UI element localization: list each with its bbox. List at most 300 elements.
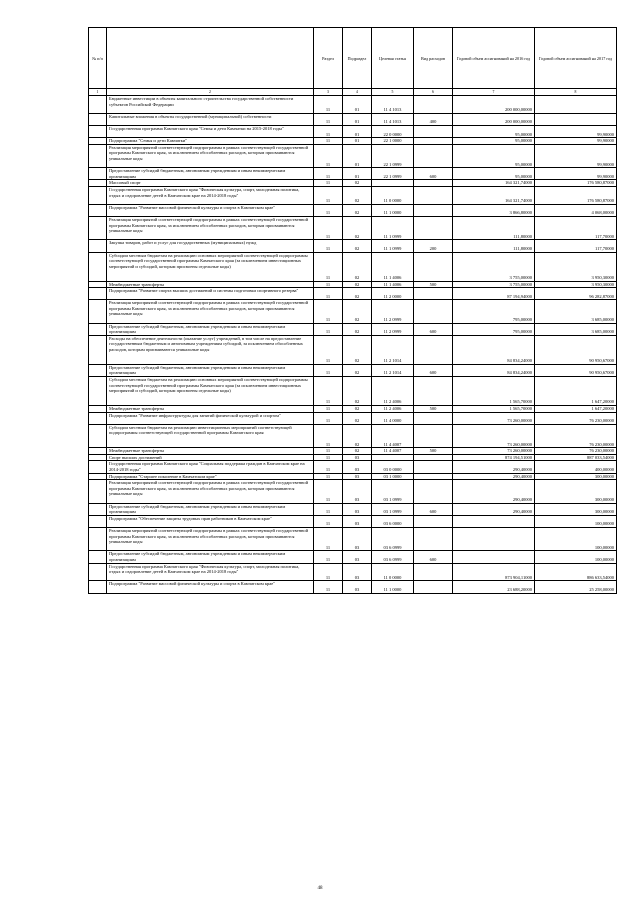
table-row: [89, 377, 617, 406]
cell-section: 11: [314, 515, 343, 527]
cell-num: [89, 204, 107, 216]
cell-subsection: 02: [343, 364, 372, 376]
cell-target-article: 22 1 0999: [372, 168, 414, 180]
header-amount-2016: Годовой объем ассигнований на 2016 год: [453, 28, 535, 89]
cell-target-article: [372, 180, 414, 187]
cell-amount-2016: 23 688,20000: [453, 581, 535, 593]
cell-num: [89, 406, 107, 413]
cell-amount-2017: 300,00000: [535, 480, 617, 503]
table-row: [89, 300, 617, 323]
cell-subsection: 02: [343, 240, 372, 252]
cell-target-article: 11 4 1013: [372, 113, 414, 125]
cell-section: 11: [314, 168, 343, 180]
cell-subsection: 03: [343, 563, 372, 581]
cell-name: Подпрограмма "Развитие массовой физической культуры и спорта в Камчатском крае": [107, 204, 314, 216]
cell-num: [89, 144, 107, 167]
cell-name: Подпрограмма "Развитие спорта высших достижений и системы подготовки спортивного резерва": [107, 288, 314, 300]
cell-amount-2016: 874 194,51000: [453, 454, 535, 461]
cell-amount-2016: 200 000,00000: [453, 113, 535, 125]
cell-subsection: 02: [343, 377, 372, 406]
cell-amount-2016: 84 834,24000: [453, 364, 535, 376]
table-row: [89, 138, 617, 145]
cell-target-article: 11 1 0000: [372, 204, 414, 216]
cell-amount-2016: 164 321,74000: [453, 180, 535, 187]
cell-num: [89, 125, 107, 137]
cell-name: Межбюджетные трансферты: [107, 406, 314, 413]
cell-target-article: 11 4 0000: [372, 412, 414, 424]
cell-name: Предоставление субсидий бюджетным, автономным учреждениям и иным некоммерческим организациям: [107, 551, 314, 563]
cell-subsection: 02: [343, 186, 372, 204]
cell-num: [89, 480, 107, 503]
cell-expense-type: [414, 204, 453, 216]
cell-subsection: 03: [343, 473, 372, 480]
cell-target-article: 11 1 0000: [372, 581, 414, 593]
cell-section: 11: [314, 563, 343, 581]
cell-section: 11: [314, 406, 343, 413]
table-row: [89, 454, 617, 461]
table-row: [89, 480, 617, 503]
table-row: [89, 180, 617, 187]
header-subsection: Подраздел: [343, 28, 372, 89]
cell-amount-2016: 1 565,70000: [453, 377, 535, 406]
column-number: 6: [414, 89, 453, 96]
cell-subsection: 02: [343, 204, 372, 216]
table-row: [89, 288, 617, 300]
cell-subsection: 02: [343, 448, 372, 455]
cell-amount-2016: 1 565,70000: [453, 406, 535, 413]
cell-name: Подпрограмма "Семья и дети Камчатки": [107, 138, 314, 145]
cell-expense-type: [414, 377, 453, 406]
cell-expense-type: [414, 412, 453, 424]
header-num: № п/п: [89, 28, 107, 89]
cell-name: Субсидии местным бюджетам на реализацию основных мероприятий соответствующей подпрограммы соответствующей государственной программы Камчатского края (за исключением инвестиционных мероприятий и субсидий, которым присвоены отдельные коды): [107, 377, 314, 406]
cell-subsection: 01: [343, 125, 372, 137]
cell-name: Подпрограмма "Развитие инфраструктуры для занятий физической культурой и спортом": [107, 412, 314, 424]
cell-subsection: 02: [343, 335, 372, 364]
cell-target-article: 03 6 0999: [372, 527, 414, 550]
cell-target-article: 03 1 0000: [372, 473, 414, 480]
cell-amount-2016: 111,80000: [453, 216, 535, 239]
cell-name: Субсидии местным бюджетам на реализацию инвестиционных мероприятий соответствующей подпрограммы соответствующей государственной программы Камчатского края: [107, 424, 314, 447]
cell-section: 11: [314, 527, 343, 550]
cell-target-article: 11 1 4006: [372, 252, 414, 281]
cell-amount-2017: 76 230,00000: [535, 424, 617, 447]
cell-num: [89, 168, 107, 180]
cell-target-article: 03 6 0000: [372, 515, 414, 527]
table-row: [89, 96, 617, 114]
table-row: [89, 216, 617, 239]
cell-expense-type: [414, 288, 453, 300]
cell-num: [89, 412, 107, 424]
cell-target-article: 11 2 4006: [372, 406, 414, 413]
cell-amount-2016: [453, 527, 535, 550]
cell-amount-2017: 90 950,67000: [535, 335, 617, 364]
header-section: Раздел: [314, 28, 343, 89]
cell-section: 11: [314, 551, 343, 563]
table-row: [89, 473, 617, 480]
cell-num: [89, 335, 107, 364]
cell-name: Подпрограмма "Обеспечение защиты трудовых прав работников в Камчатском крае": [107, 515, 314, 527]
cell-section: 11: [314, 377, 343, 406]
cell-name: Предоставление субсидий бюджетным, автономным учреждениям и иным некоммерческим организациям: [107, 364, 314, 376]
cell-amount-2016: 111,80000: [453, 240, 535, 252]
cell-amount-2016: 873 904,11000: [453, 563, 535, 581]
cell-target-article: [372, 454, 414, 461]
cell-amount-2016: 795,00000: [453, 300, 535, 323]
cell-name: Предоставление субсидий бюджетным, автономным учреждениям и иным некоммерческим организациям: [107, 323, 314, 335]
cell-num: [89, 300, 107, 323]
cell-target-article: 03 6 0999: [372, 551, 414, 563]
cell-amount-2017: 117,70000: [535, 240, 617, 252]
cell-amount-2017: 887 033,54000: [535, 454, 617, 461]
cell-num: [89, 473, 107, 480]
cell-name: Закупка товаров, работ и услуг для государственных (муниципальных) нужд: [107, 240, 314, 252]
cell-expense-type: [414, 180, 453, 187]
cell-num: [89, 323, 107, 335]
cell-section: 11: [314, 461, 343, 473]
cell-amount-2017: 886 633,54000: [535, 563, 617, 581]
cell-num: [89, 364, 107, 376]
cell-amount-2016: 3 866,80000: [453, 204, 535, 216]
cell-name: Расходы на обеспечение деятельности (оказание услуг) учреждений, в том числе на предоставление государственным бюджетным и автономным учреждениям субсидий, за исключением обособленных расходов, которым присваиваются уникальные коды: [107, 335, 314, 364]
cell-amount-2017: 99,90000: [535, 138, 617, 145]
table-row: [89, 113, 617, 125]
cell-section: 11: [314, 424, 343, 447]
cell-section: 11: [314, 240, 343, 252]
cell-amount-2016: 3 755,00000: [453, 281, 535, 288]
cell-expense-type: [414, 138, 453, 145]
cell-amount-2016: 290,40000: [453, 461, 535, 473]
cell-target-article: 11 2 0000: [372, 288, 414, 300]
cell-name: Капитальные вложения в объекты государственной (муниципальной) собственности: [107, 113, 314, 125]
cell-expense-type: 500: [414, 406, 453, 413]
cell-name: Подпрограмма "Старшее поколение в Камчатском крае": [107, 473, 314, 480]
cell-name: Реализация мероприятий соответствующей подпрограммы в рамках соответствующей государственной программы Камчатского края, за исключением обособленных расходов, которым присваиваются уникальные коды: [107, 144, 314, 167]
cell-section: 11: [314, 204, 343, 216]
cell-amount-2017: 90 950,67000: [535, 364, 617, 376]
header-name: [107, 28, 314, 89]
cell-amount-2016: 73 260,00000: [453, 424, 535, 447]
cell-target-article: 11 1 0999: [372, 216, 414, 239]
cell-num: [89, 581, 107, 593]
table-row: [89, 461, 617, 473]
cell-section: 11: [314, 125, 343, 137]
column-number: 5: [372, 89, 414, 96]
cell-num: [89, 461, 107, 473]
cell-amount-2017: 96 282,87000: [535, 288, 617, 300]
cell-target-article: 11 2 0999: [372, 323, 414, 335]
cell-target-article: 22 1 0000: [372, 138, 414, 145]
cell-expense-type: [414, 252, 453, 281]
cell-name: Межбюджетные трансферты: [107, 448, 314, 455]
cell-num: [89, 503, 107, 515]
cell-amount-2017: 300,00000: [535, 473, 617, 480]
cell-num: [89, 515, 107, 527]
cell-expense-type: [414, 424, 453, 447]
cell-expense-type: [414, 454, 453, 461]
cell-subsection: 02: [343, 281, 372, 288]
column-number: 3: [314, 89, 343, 96]
cell-subsection: 02: [343, 412, 372, 424]
cell-target-article: 11 0 0000: [372, 563, 414, 581]
cell-target-article: 03 1 0999: [372, 503, 414, 515]
cell-amount-2016: 795,00000: [453, 323, 535, 335]
cell-expense-type: [414, 186, 453, 204]
table-body: [89, 96, 617, 594]
column-number-row: [89, 89, 617, 96]
cell-expense-type: 200: [414, 240, 453, 252]
cell-target-article: 11 1 0999: [372, 240, 414, 252]
cell-name: Реализация мероприятий соответствующей подпрограммы в рамках соответствующей государственной программы Камчатского края, за исключением обособленных расходов, которым присваиваются уникальные коды: [107, 480, 314, 503]
cell-section: 11: [314, 216, 343, 239]
page-number: 48: [317, 886, 323, 891]
cell-name: Подпрограмма "Развитие массовой физической культуры и спорта в Камчатском крае": [107, 581, 314, 593]
cell-name: Предоставление субсидий бюджетным, автономным учреждениям и иным некоммерческим организациям: [107, 503, 314, 515]
table-row: [89, 364, 617, 376]
cell-amount-2017: 117,70000: [535, 216, 617, 239]
cell-target-article: 03 0 0000: [372, 461, 414, 473]
cell-subsection: 02: [343, 216, 372, 239]
cell-amount-2016: [453, 551, 535, 563]
cell-num: [89, 288, 107, 300]
cell-amount-2016: 73 260,00000: [453, 448, 535, 455]
cell-section: 11: [314, 412, 343, 424]
table-row: [89, 448, 617, 455]
cell-subsection: 02: [343, 424, 372, 447]
table-row: [89, 503, 617, 515]
cell-name: Субсидии местным бюджетам на реализацию основных мероприятий соответствующей подпрограммы соответствующей государственной программы Камчатского края (за исключением инвестиционных мероприятий и субсидий, которым присвоены отдельные коды): [107, 252, 314, 281]
cell-expense-type: 600: [414, 364, 453, 376]
cell-amount-2016: 95,00000: [453, 168, 535, 180]
table-row: [89, 252, 617, 281]
cell-subsection: 01: [343, 144, 372, 167]
table-row: [89, 551, 617, 563]
cell-expense-type: [414, 300, 453, 323]
cell-num: [89, 138, 107, 145]
table-row: [89, 144, 617, 167]
cell-amount-2017: 76 230,00000: [535, 412, 617, 424]
table-row: [89, 168, 617, 180]
cell-expense-type: [414, 563, 453, 581]
cell-name: Спорт высших достижений: [107, 454, 314, 461]
cell-section: 11: [314, 144, 343, 167]
cell-subsection: 03: [343, 527, 372, 550]
cell-amount-2016: 164 321,74000: [453, 186, 535, 204]
cell-target-article: 11 4 4007: [372, 448, 414, 455]
cell-target-article: 22 0 0000: [372, 125, 414, 137]
cell-amount-2017: 300,00000: [535, 503, 617, 515]
table-row: [89, 335, 617, 364]
cell-target-article: 11 4 4007: [372, 424, 414, 447]
cell-amount-2016: [453, 515, 535, 527]
cell-name: Реализация мероприятий соответствующей подпрограммы в рамках соответствующей государственной программы Камчатского края, за исключением обособленных расходов, которым присваиваются уникальные коды: [107, 527, 314, 550]
cell-subsection: 01: [343, 96, 372, 114]
cell-section: 11: [314, 473, 343, 480]
cell-subsection: 03: [343, 515, 372, 527]
cell-expense-type: 500: [414, 448, 453, 455]
cell-amount-2017: 400,00000: [535, 461, 617, 473]
cell-name: Государственная программа Камчатского края "Физическая культура, спорт, молодежная политика, отдых и оздоровление детей в Камчатском крае на 2014-2018 годы": [107, 186, 314, 204]
cell-section: 11: [314, 448, 343, 455]
cell-amount-2016: 200 000,00000: [453, 96, 535, 114]
cell-section: 11: [314, 281, 343, 288]
cell-target-article: 11 2 4006: [372, 377, 414, 406]
column-number: 4: [343, 89, 372, 96]
cell-subsection: 02: [343, 180, 372, 187]
cell-amount-2017: 76 230,00000: [535, 448, 617, 455]
cell-amount-2017: 99,90000: [535, 125, 617, 137]
cell-subsection: 01: [343, 138, 372, 145]
cell-subsection: 02: [343, 252, 372, 281]
cell-amount-2017: 1 647,20000: [535, 406, 617, 413]
table-row: [89, 563, 617, 581]
cell-target-article: 03 1 0999: [372, 480, 414, 503]
cell-section: 11: [314, 480, 343, 503]
header-expense-type: Вид расходов: [414, 28, 453, 89]
header-target-article: Целевая статья: [372, 28, 414, 89]
cell-target-article: 11 2 1014: [372, 335, 414, 364]
cell-num: [89, 281, 107, 288]
cell-amount-2017: 4 068,00000: [535, 204, 617, 216]
cell-amount-2016: 290,40000: [453, 503, 535, 515]
cell-amount-2016: 290,40000: [453, 480, 535, 503]
cell-name: Массовый спорт: [107, 180, 314, 187]
cell-subsection: 03: [343, 503, 372, 515]
cell-amount-2017: 100,00000: [535, 551, 617, 563]
cell-num: [89, 424, 107, 447]
cell-num: [89, 96, 107, 114]
cell-section: 11: [314, 454, 343, 461]
cell-amount-2017: 100,00000: [535, 527, 617, 550]
cell-amount-2016: 95,00000: [453, 125, 535, 137]
cell-num: [89, 240, 107, 252]
cell-expense-type: [414, 125, 453, 137]
cell-amount-2017: 99,90000: [535, 144, 617, 167]
cell-num: [89, 551, 107, 563]
column-number: 8: [535, 89, 617, 96]
cell-expense-type: [414, 515, 453, 527]
cell-subsection: 03: [343, 581, 372, 593]
cell-section: 11: [314, 503, 343, 515]
cell-num: [89, 113, 107, 125]
cell-expense-type: 600: [414, 323, 453, 335]
cell-section: 11: [314, 186, 343, 204]
cell-section: 11: [314, 288, 343, 300]
cell-amount-2017: 1 647,20000: [535, 377, 617, 406]
cell-expense-type: [414, 96, 453, 114]
cell-amount-2017: 3 950,30000: [535, 281, 617, 288]
cell-expense-type: [414, 335, 453, 364]
cell-section: 11: [314, 581, 343, 593]
cell-amount-2017: 3 950,30000: [535, 252, 617, 281]
cell-num: [89, 186, 107, 204]
cell-section: 11: [314, 180, 343, 187]
cell-num: [89, 377, 107, 406]
cell-target-article: 22 1 0999: [372, 144, 414, 167]
table-row: [89, 125, 617, 137]
cell-expense-type: [414, 144, 453, 167]
cell-expense-type: 600: [414, 551, 453, 563]
cell-name: Реализация мероприятий соответствующей подпрограммы в рамках соответствующей государственной программы Камчатского края, за исключением обособленных расходов, которым присваиваются уникальные коды: [107, 216, 314, 239]
cell-amount-2016: 95,00000: [453, 138, 535, 145]
cell-section: 11: [314, 323, 343, 335]
cell-section: 11: [314, 96, 343, 114]
cell-subsection: 03: [343, 551, 372, 563]
cell-subsection: 02: [343, 406, 372, 413]
cell-expense-type: [414, 216, 453, 239]
cell-amount-2017: 176 580,87000: [535, 180, 617, 187]
cell-name: Бюджетные инвестиции в объекты капитального строительства государственной собственности субъектов Российской Федерации: [107, 96, 314, 114]
cell-subsection: 02: [343, 323, 372, 335]
table-row: [89, 204, 617, 216]
cell-name: Предоставление субсидий бюджетным, автономным учреждениям и иным некоммерческим организациям: [107, 168, 314, 180]
cell-expense-type: [414, 461, 453, 473]
cell-expense-type: 600: [414, 503, 453, 515]
table-row: [89, 527, 617, 550]
cell-name: Государственная программа Камчатского края "Семья и дети Камчатки на 2015-2018 годы": [107, 125, 314, 137]
cell-amount-2017: [535, 96, 617, 114]
cell-name: Реализация мероприятий соответствующей подпрограммы в рамках соответствующей государственной программы Камчатского края, за исключением обособленных расходов, которым присваиваются уникальные коды: [107, 300, 314, 323]
cell-section: 11: [314, 364, 343, 376]
cell-section: 11: [314, 138, 343, 145]
cell-amount-2016: 87 194,94000: [453, 288, 535, 300]
table-row: [89, 406, 617, 413]
cell-amount-2016: 95,00000: [453, 144, 535, 167]
cell-expense-type: [414, 581, 453, 593]
table-row: [89, 240, 617, 252]
cell-expense-type: [414, 527, 453, 550]
cell-target-article: 11 2 1014: [372, 364, 414, 376]
cell-expense-type: 500: [414, 281, 453, 288]
cell-name: Государственная программа Камчатского края "Социальная поддержка граждан в Камчатском крае на 2014-2018 годы": [107, 461, 314, 473]
cell-target-article: 11 4 1013: [372, 96, 414, 114]
table-row: [89, 281, 617, 288]
cell-expense-type: [414, 480, 453, 503]
cell-name: Государственная программа Камчатского края "Физическая культура, спорт, молодежная политика, отдых и оздоровление детей в Камчатском крае на 2014-2018 годы": [107, 563, 314, 581]
table-row: [89, 424, 617, 447]
cell-amount-2016: 3 755,00000: [453, 252, 535, 281]
column-number: 1: [89, 89, 107, 96]
header-amount-2017: Годовой объем ассигнований на 2017 год: [535, 28, 617, 89]
cell-amount-2017: [535, 113, 617, 125]
cell-amount-2017: 25 258,00000: [535, 581, 617, 593]
table-row: [89, 515, 617, 527]
cell-num: [89, 448, 107, 455]
cell-subsection: 03: [343, 461, 372, 473]
cell-amount-2017: 99,90000: [535, 168, 617, 180]
cell-name: Межбюджетные трансферты: [107, 281, 314, 288]
column-number: 7: [453, 89, 535, 96]
table-row: [89, 581, 617, 593]
cell-amount-2017: 176 580,87000: [535, 186, 617, 204]
cell-amount-2016: 290,40000: [453, 473, 535, 480]
table-row: [89, 186, 617, 204]
cell-expense-type: 400: [414, 113, 453, 125]
table-header-row: [89, 28, 617, 89]
cell-section: 11: [314, 113, 343, 125]
cell-subsection: 03: [343, 480, 372, 503]
cell-num: [89, 527, 107, 550]
cell-subsection: 01: [343, 168, 372, 180]
cell-target-article: 11 2 0999: [372, 300, 414, 323]
cell-target-article: 11 0 0000: [372, 186, 414, 204]
cell-subsection: 03: [343, 454, 372, 461]
cell-expense-type: [414, 473, 453, 480]
cell-section: 11: [314, 252, 343, 281]
cell-amount-2016: 84 834,24000: [453, 335, 535, 364]
cell-num: [89, 216, 107, 239]
table-row: [89, 412, 617, 424]
